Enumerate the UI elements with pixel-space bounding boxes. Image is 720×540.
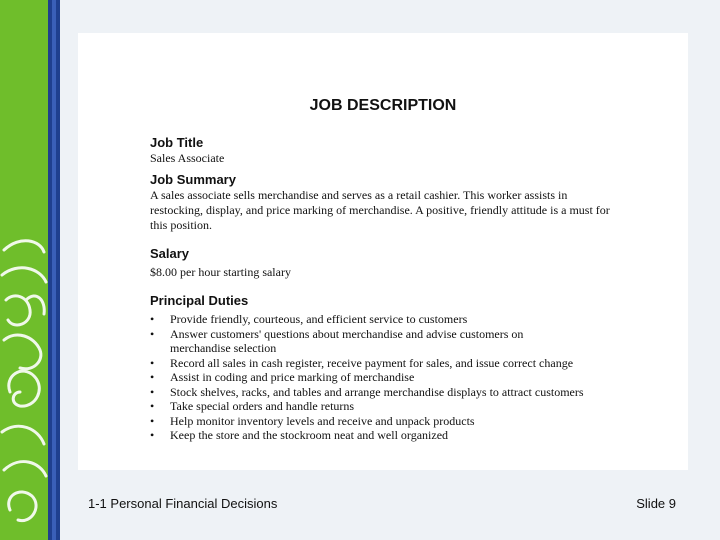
list-item: • Assist in coding and price marking of merchandise xyxy=(150,370,630,385)
list-item: • Take special orders and handle returns xyxy=(150,399,630,414)
salary-text: $8.00 per hour starting salary xyxy=(150,265,291,279)
job-description-document xyxy=(78,33,688,470)
footer-course-title: 1-1 Personal Financial Decisions xyxy=(88,496,278,511)
list-item: • Help monitor inventory levels and receive and unpack products xyxy=(150,414,630,429)
job-title-text: Sales Associate xyxy=(150,151,225,165)
job-summary-text: A sales associate sells merchandise and serves as a retail cashier. This worker assists in restocking, display, and price marking of merchandise. A positive, friendly attitude is a must for this position. xyxy=(150,188,610,232)
swirl-pattern-icon xyxy=(0,0,48,540)
footer-slide-number: Slide 9 xyxy=(636,496,676,511)
list-item: • Provide friendly, courteous, and efficient service to customers xyxy=(150,312,630,327)
list-item: • Record all sales in cash register, receive payment for sales, and issue correct change xyxy=(150,356,630,371)
list-item: • Keep the store and the stockroom neat and well organized xyxy=(150,428,630,443)
blue-divider-highlight xyxy=(52,0,56,540)
list-item: • Answer customers' questions about merchandise and advise customers on merchandise selection xyxy=(150,327,630,356)
principal-duties-list xyxy=(150,312,630,443)
principal-duties-heading: Principal Duties xyxy=(150,293,249,308)
job-summary-heading: Job Summary xyxy=(150,172,236,187)
list-item: • Stock shelves, racks, and tables and arrange merchandise displays to attract customers xyxy=(150,385,630,400)
job-title-heading: Job Title xyxy=(150,135,204,150)
decorative-side-band xyxy=(0,0,48,540)
document-title: JOB DESCRIPTION xyxy=(309,97,457,114)
salary-heading: Salary xyxy=(150,246,190,261)
